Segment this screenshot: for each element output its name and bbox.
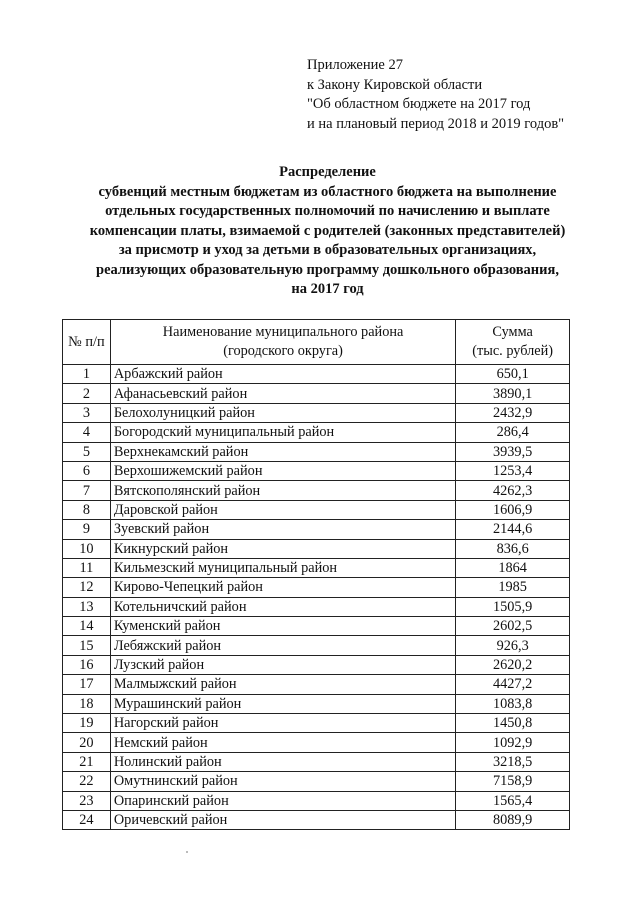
amount: 2602,5 — [456, 617, 570, 636]
row-number: 3 — [63, 403, 111, 422]
amount: 2144,6 — [456, 520, 570, 539]
amount: 1083,8 — [456, 694, 570, 713]
amount: 3218,5 — [456, 752, 570, 771]
table-row — [63, 365, 570, 384]
district-name: Арбажский район — [110, 365, 455, 384]
row-number: 14 — [63, 617, 111, 636]
row-number: 23 — [63, 791, 111, 810]
scan-speck — [186, 851, 188, 853]
table-row — [63, 500, 570, 519]
amount: 836,6 — [456, 539, 570, 558]
appendix-line: Приложение 27 — [307, 57, 403, 73]
row-number: 20 — [63, 733, 111, 752]
amount: 926,3 — [456, 636, 570, 655]
district-name: Кикнурский район — [110, 539, 455, 558]
table-row — [63, 772, 570, 791]
table-row — [63, 578, 570, 597]
row-number: 9 — [63, 520, 111, 539]
row-number: 2 — [63, 384, 111, 403]
table-row — [63, 636, 570, 655]
amount: 4262,3 — [456, 481, 570, 500]
district-name: Мурашинский район — [110, 694, 455, 713]
table-row — [63, 617, 570, 636]
amount: 1450,8 — [456, 714, 570, 733]
table-row — [63, 539, 570, 558]
table-row — [63, 791, 570, 810]
row-number: 24 — [63, 810, 111, 829]
district-name: Лебяжский район — [110, 636, 455, 655]
title-line: компенсации платы, взимаемой с родителей (законных представителей) — [89, 222, 566, 239]
amount: 1565,4 — [456, 791, 570, 810]
table-row — [63, 597, 570, 616]
row-number: 6 — [63, 461, 111, 480]
district-name: Котельничский район — [110, 597, 455, 616]
row-number: 8 — [63, 500, 111, 519]
title-line: на 2017 год — [291, 281, 364, 297]
header-name — [110, 320, 455, 365]
row-number: 10 — [63, 539, 111, 558]
appendix-line: и на плановый период 2018 и 2019 годов" — [307, 115, 565, 132]
row-number: 18 — [63, 694, 111, 713]
appendix-line: к Закону Кировской области — [307, 76, 483, 93]
amount: 286,4 — [456, 423, 570, 442]
appendix-note — [307, 56, 564, 134]
district-name: Вятскополянский район — [110, 481, 455, 500]
district-name: Куменский район — [110, 617, 455, 636]
title-line: отдельных государственных полномочий по начислению и выплате — [105, 203, 550, 219]
district-name: Лузский район — [110, 655, 455, 674]
amount: 1864 — [456, 558, 570, 577]
district-name: Опаринский район — [110, 791, 455, 810]
header-sum — [456, 320, 570, 365]
district-name: Кирово-Чепецкий район — [110, 578, 455, 597]
amount: 4427,2 — [456, 675, 570, 694]
amount: 2620,2 — [456, 655, 570, 674]
district-name: Немский район — [110, 733, 455, 752]
row-number: 7 — [63, 481, 111, 500]
table-row — [63, 384, 570, 403]
document-title — [40, 163, 615, 300]
amount: 1606,9 — [456, 500, 570, 519]
district-name: Афанасьевский район — [110, 384, 455, 403]
row-number: 12 — [63, 578, 111, 597]
district-name: Оричевский район — [110, 810, 455, 829]
table-row — [63, 810, 570, 829]
table-row — [63, 403, 570, 422]
amount: 650,1 — [456, 365, 570, 384]
district-name: Богородский муниципальный район — [110, 423, 455, 442]
amount: 3939,5 — [456, 442, 570, 461]
title-line: субвенций местным бюджетам из областного бюджета на выполнение — [98, 183, 557, 200]
table-row — [63, 558, 570, 577]
table-row — [63, 752, 570, 771]
amount: 3890,1 — [456, 384, 570, 403]
table-row — [63, 733, 570, 752]
district-name: Белохолуницкий район — [110, 403, 455, 422]
title-line: реализующих образовательную программу дошкольного образования, — [96, 261, 559, 278]
district-name: Малмыжский район — [110, 675, 455, 694]
table-row — [63, 694, 570, 713]
row-number: 11 — [63, 558, 111, 577]
table-row — [63, 675, 570, 694]
row-number: 21 — [63, 752, 111, 771]
amount: 1253,4 — [456, 461, 570, 480]
row-number: 15 — [63, 636, 111, 655]
district-name: Верхнекамский район — [110, 442, 455, 461]
subsidy-table — [62, 319, 570, 830]
district-name: Даровской район — [110, 500, 455, 519]
row-number: 4 — [63, 423, 111, 442]
amount: 1985 — [456, 578, 570, 597]
district-name: Верхошижемский район — [110, 461, 455, 480]
header-num: № п/п — [63, 320, 111, 365]
table-row — [63, 423, 570, 442]
title-line: Распределение — [279, 164, 376, 180]
row-number: 5 — [63, 442, 111, 461]
amount: 1505,9 — [456, 597, 570, 616]
amount: 1092,9 — [456, 733, 570, 752]
header-name-line2: (городского округа) — [223, 343, 343, 359]
district-name: Кильмезский муниципальный район — [110, 558, 455, 577]
district-name: Омутнинский район — [110, 772, 455, 791]
table-row — [63, 442, 570, 461]
title-line: за присмотр и уход за детьми в образовательных организациях, — [118, 242, 537, 258]
amount: 8089,9 — [456, 810, 570, 829]
district-name: Нагорский район — [110, 714, 455, 733]
header-sum-line1: Сумма — [492, 324, 533, 340]
table-row — [63, 481, 570, 500]
table-row — [63, 520, 570, 539]
row-number: 17 — [63, 675, 111, 694]
row-number: 13 — [63, 597, 111, 616]
amount: 2432,9 — [456, 403, 570, 422]
district-name: Зуевский район — [110, 520, 455, 539]
row-number: 19 — [63, 714, 111, 733]
row-number: 16 — [63, 655, 111, 674]
row-number: 1 — [63, 365, 111, 384]
row-number: 22 — [63, 772, 111, 791]
amount: 7158,9 — [456, 772, 570, 791]
table-row — [63, 655, 570, 674]
table-header-row — [63, 320, 570, 365]
header-sum-line2: (тыс. рублей) — [472, 343, 554, 359]
table-row — [63, 461, 570, 480]
district-name: Нолинский район — [110, 752, 455, 771]
appendix-line: "Об областном бюджете на 2017 год — [307, 96, 531, 112]
header-name-line1: Наименование муниципального района — [162, 324, 404, 340]
table-row — [63, 714, 570, 733]
